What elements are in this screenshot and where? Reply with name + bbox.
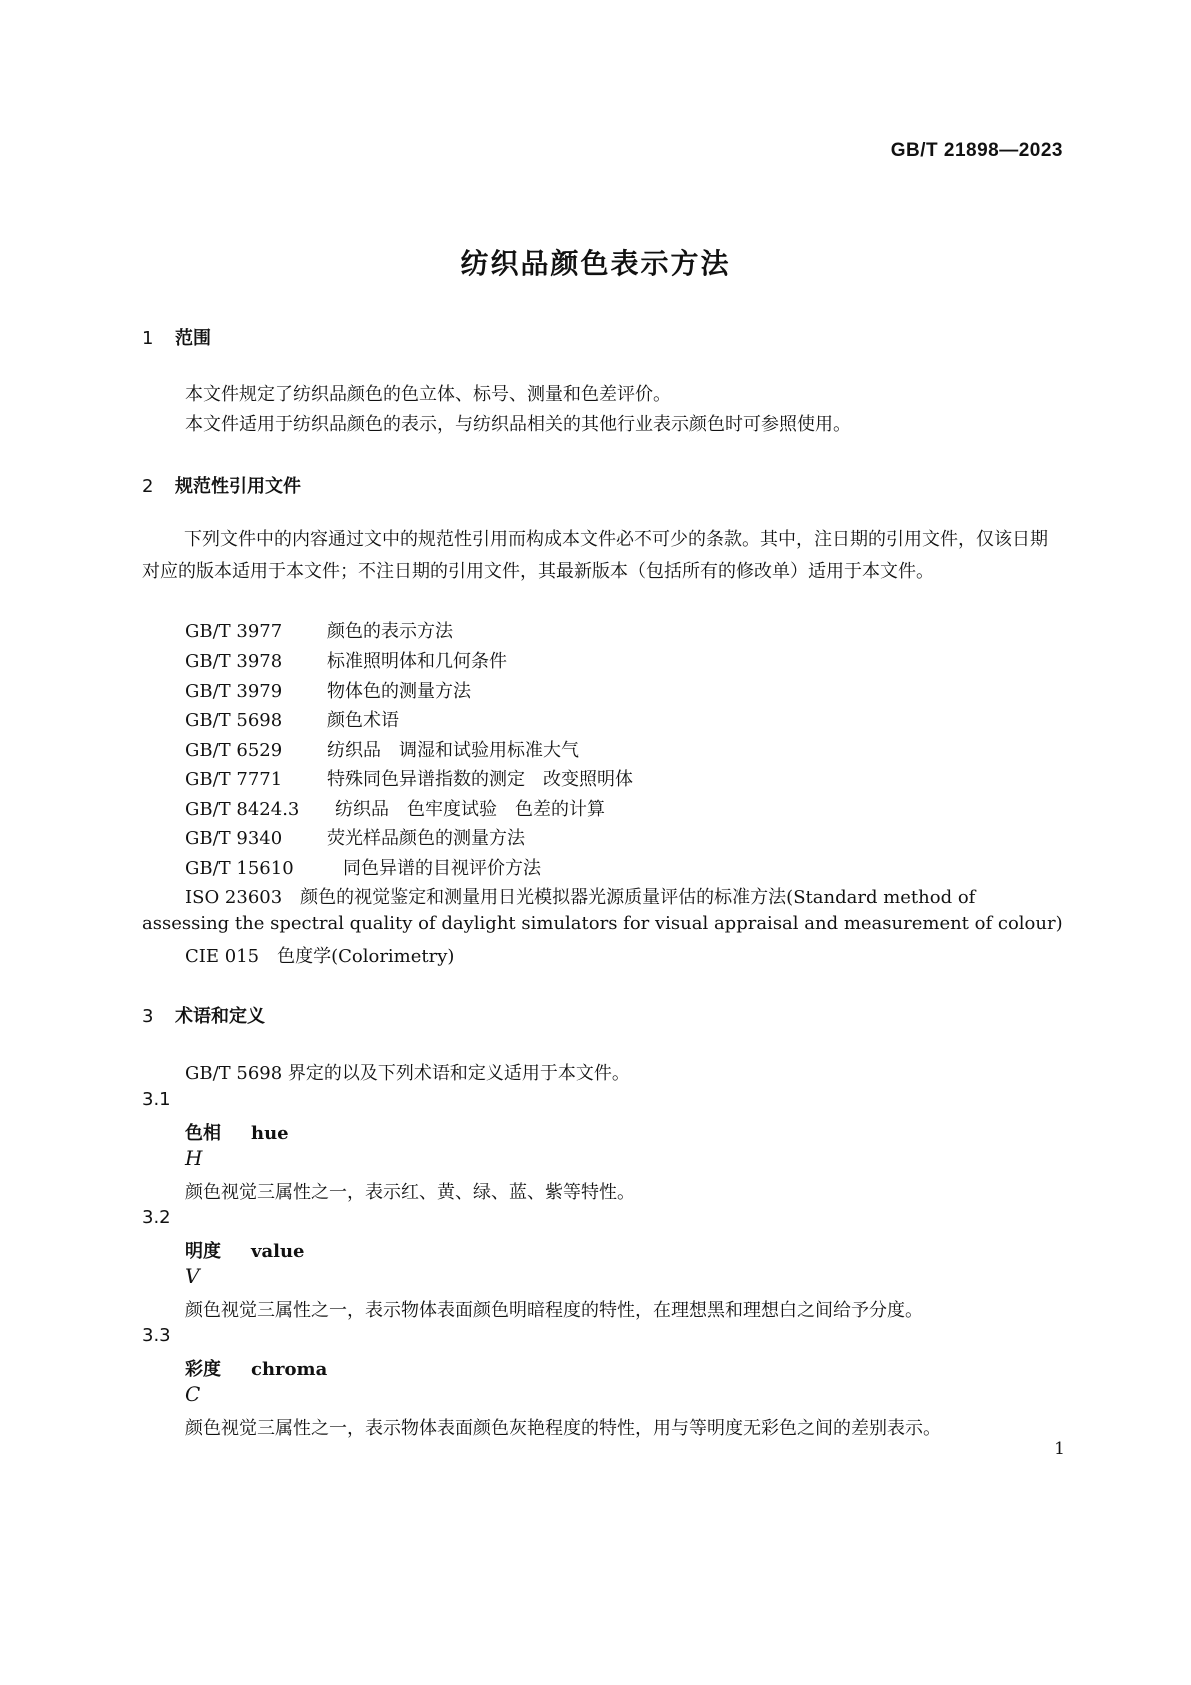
section-2-heading: [142, 472, 301, 498]
section-title: 术语和定义: [175, 1006, 265, 1027]
term-zh: 彩度: [185, 1359, 221, 1380]
term-symbol: V: [185, 1264, 200, 1288]
iso-reference-line-2: assessing the spectral quality of daylight simulators for visual appraisal and measurement of colour): [142, 913, 1063, 934]
reference-title: 物体色的测量方法: [327, 681, 471, 702]
term-heading: [185, 1237, 305, 1263]
reference-title: 同色异谱的目视评价方法: [343, 858, 541, 879]
section-number: 2: [142, 476, 154, 497]
reference-title: 荧光样品颜色的测量方法: [327, 828, 525, 849]
section-title: 规范性引用文件: [175, 476, 301, 497]
reference-item: [185, 824, 525, 850]
standard-code: GB/T 21898—2023: [890, 140, 1063, 161]
section-number: 3: [142, 1006, 154, 1027]
reference-title: 纺织品 色牢度试验 色差的计算: [335, 799, 605, 820]
reference-code: GB/T 15610: [185, 858, 294, 879]
reference-title: 颜色术语: [327, 710, 399, 731]
terms-intro: GB/T 5698 界定的以及下列术语和定义适用于本文件。: [185, 1063, 630, 1084]
reference-code: GB/T 3977: [185, 621, 283, 642]
term-number: 3.3: [142, 1325, 171, 1346]
reference-code: GB/T 3979: [185, 681, 283, 702]
reference-item: [185, 795, 605, 821]
scope-paragraph-2: 本文件适用于纺织品颜色的表示，与纺织品相关的其他行业表示颜色时可参照使用。: [185, 414, 851, 435]
term-definition: 颜色视觉三属性之一，表示红、黄、绿、蓝、紫等特性。: [185, 1182, 635, 1203]
iso-reference-line-1: ISO 23603 颜色的视觉鉴定和测量用日光模拟器光源质量评估的标准方法(Standard method of: [185, 887, 976, 908]
term-symbol: C: [185, 1382, 201, 1406]
term-zh: 明度: [185, 1241, 221, 1262]
term-number: 3.1: [142, 1089, 171, 1110]
term-en: hue: [251, 1123, 289, 1144]
reference-item: [185, 854, 541, 880]
term-en: value: [251, 1241, 305, 1262]
cie-reference: CIE 015 色度学(Colorimetry): [185, 946, 455, 967]
term-number: 3.2: [142, 1207, 171, 1228]
section-3-heading: [142, 1002, 265, 1028]
reference-item: [185, 706, 399, 732]
reference-code: GB/T 8424.3: [185, 799, 300, 820]
reference-code: GB/T 5698: [185, 710, 283, 731]
reference-item: [185, 677, 471, 703]
section-1-heading: [142, 324, 211, 350]
reference-code: GB/T 7771: [185, 769, 283, 790]
term-zh: 色相: [185, 1123, 221, 1144]
reference-item: [185, 617, 453, 643]
term-definition: 颜色视觉三属性之一，表示物体表面颜色明暗程度的特性，在理想黑和理想白之间给予分度。: [185, 1300, 923, 1321]
section-number: 1: [142, 328, 154, 349]
page-number: 1: [1054, 1439, 1065, 1459]
reference-item: [185, 736, 579, 762]
reference-title: 标准照明体和几何条件: [327, 651, 507, 672]
term-heading: [185, 1119, 289, 1145]
reference-item: [185, 647, 507, 673]
reference-title: 颜色的表示方法: [327, 621, 453, 642]
reference-title: 纺织品 调湿和试验用标准大气: [327, 740, 579, 761]
term-en: chroma: [251, 1359, 328, 1380]
reference-code: GB/T 3978: [185, 651, 283, 672]
reference-item: [185, 765, 633, 791]
term-symbol: H: [185, 1146, 203, 1170]
references-intro: 下列文件中的内容通过文中的规范性引用而构成本文件必不可少的条款。其中，注日期的引用文件，仅该日期对应的版本适用于本文件；不注日期的引用文件，其最新版本（包括所有的修改单）适用于本文件。: [142, 529, 1048, 582]
reference-code: GB/T 9340: [185, 828, 283, 849]
reference-title: 特殊同色异谱指数的测定 改变照明体: [327, 769, 633, 790]
reference-code: GB/T 6529: [185, 740, 283, 761]
document-title: 纺织品颜色表示方法: [460, 247, 731, 280]
term-definition: 颜色视觉三属性之一，表示物体表面颜色灰艳程度的特性，用与等明度无彩色之间的差别表示。: [185, 1418, 941, 1439]
term-heading: [185, 1355, 327, 1381]
scope-paragraph-1: 本文件规定了纺织品颜色的色立体、标号、测量和色差评价。: [185, 384, 671, 405]
section-title: 范围: [175, 328, 211, 349]
